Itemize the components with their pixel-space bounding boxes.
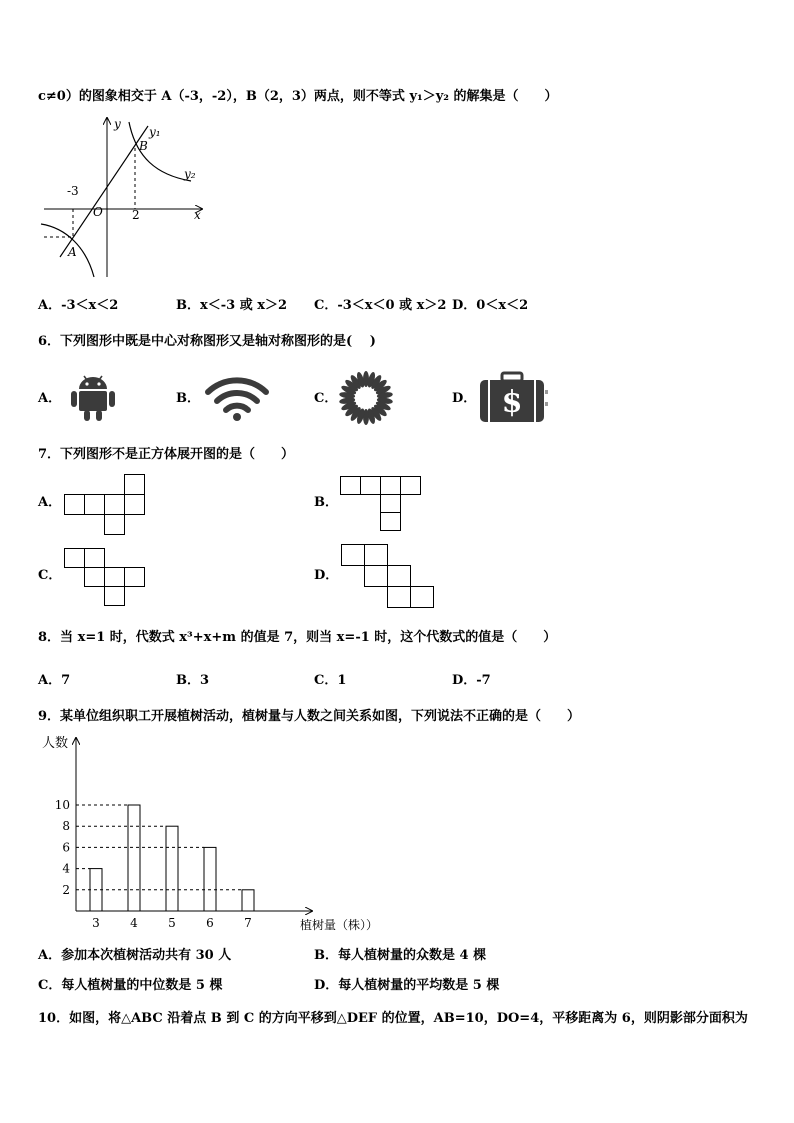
q9-bar-chart [36,728,406,938]
x-tick-5: 5 [168,916,176,930]
q7-option-a[interactable]: A． [38,495,62,510]
label-A: A [68,245,77,259]
q7-option-d[interactable]: D． [314,568,339,583]
y-tick-2: 2 [62,882,70,897]
label-y: y [114,117,121,131]
dollar-sign: $ [501,385,523,420]
label-m3: -3 [67,184,79,198]
cube-net-a [60,472,150,536]
cube-net-c [60,546,150,608]
y-tick-10: 10 [54,798,70,812]
q5-option-b[interactable]: B．x＜-3 或 x＞2 [176,298,288,313]
q5-stem: c≠0）的图象相交于 A（-3，-2），B（2，3）两点，则不等式 y₁＞y₂ 的解集是（ ） [38,89,558,104]
q6-option-c[interactable]: C． [314,391,338,406]
q7-stem: 7．下列图形不是正方体展开图的是（ ） [38,447,295,462]
q9-option-c[interactable]: C．每人植树量的中位数是 5 棵 [38,978,223,993]
y-tick-4: 4 [62,861,70,876]
q6-option-b[interactable]: B． [176,391,200,406]
x-tick-6: 6 [206,916,214,930]
label-y1: y₁ [149,125,161,139]
q6-option-d[interactable]: D． [452,391,477,406]
label-B: B [139,139,148,153]
q7-option-c[interactable]: C． [38,568,62,583]
q9-option-a[interactable]: A．参加本次植树活动共有 30 人 [38,948,232,963]
bar-4 [128,805,140,911]
q6-option-a[interactable]: A． [38,391,62,406]
bar-7 [242,890,254,911]
x-tick-3: 3 [92,916,100,930]
y-tick-6: 6 [62,840,70,855]
label-O: O [93,205,103,219]
q5-option-a[interactable]: A．-3＜x＜2 [38,298,119,313]
y-tick-8: 8 [62,819,70,834]
q5-function-graph [36,112,216,282]
label-y2: y₂ [184,167,196,181]
label-2: 2 [132,208,140,222]
q8-option-c[interactable]: C．1 [314,673,347,688]
q6-stem: 6．下列图形中既是中心对称图形又是轴对称图形的是( ) [38,334,376,349]
q8-stem: 8．当 x=1 时，代数式 x³+x+m 的值是 7，则当 x=-1 时，这个代数式的值是（ ） [38,630,557,645]
x-tick-4: 4 [130,916,138,930]
money-bag-icon [478,370,550,424]
q7-option-b[interactable]: B． [314,495,338,510]
q8-option-a[interactable]: A．7 [38,673,71,688]
sunburst-ring-icon [338,370,394,426]
wifi-icon [204,374,270,422]
q9-option-b[interactable]: B．每人植树量的众数是 4 棵 [314,948,487,963]
cube-net-d [338,542,438,610]
chart-y-label: 人数 [42,736,69,751]
q8-option-b[interactable]: B．3 [176,673,210,688]
bar-5 [166,826,178,911]
q10-stem: 10．如图，将△ABC 沿着点 B 到 C 的方向平移到△DEF 的位置，AB=10，DO=4，平移距离为 6，则阴影部分面积为 [38,1011,748,1026]
label-x: x [194,208,201,222]
x-tick-7: 7 [244,916,252,930]
cube-net-b [336,474,426,534]
q9-option-d[interactable]: D．每人植树量的平均数是 5 棵 [314,978,500,993]
q8-option-d[interactable]: D．-7 [452,673,491,688]
chart-x-label: 植树量（株）） [300,918,379,932]
android-robot-icon [67,370,119,422]
q5-option-d[interactable]: D．0＜x＜2 [452,298,529,313]
q9-stem: 9．某单位组织职工开展植树活动，植树量与人数之间关系如图，下列说法不正确的是（ ） [38,709,581,724]
q5-option-c[interactable]: C．-3＜x＜0 或 x＞2 [314,298,447,313]
bar-6 [204,847,216,911]
